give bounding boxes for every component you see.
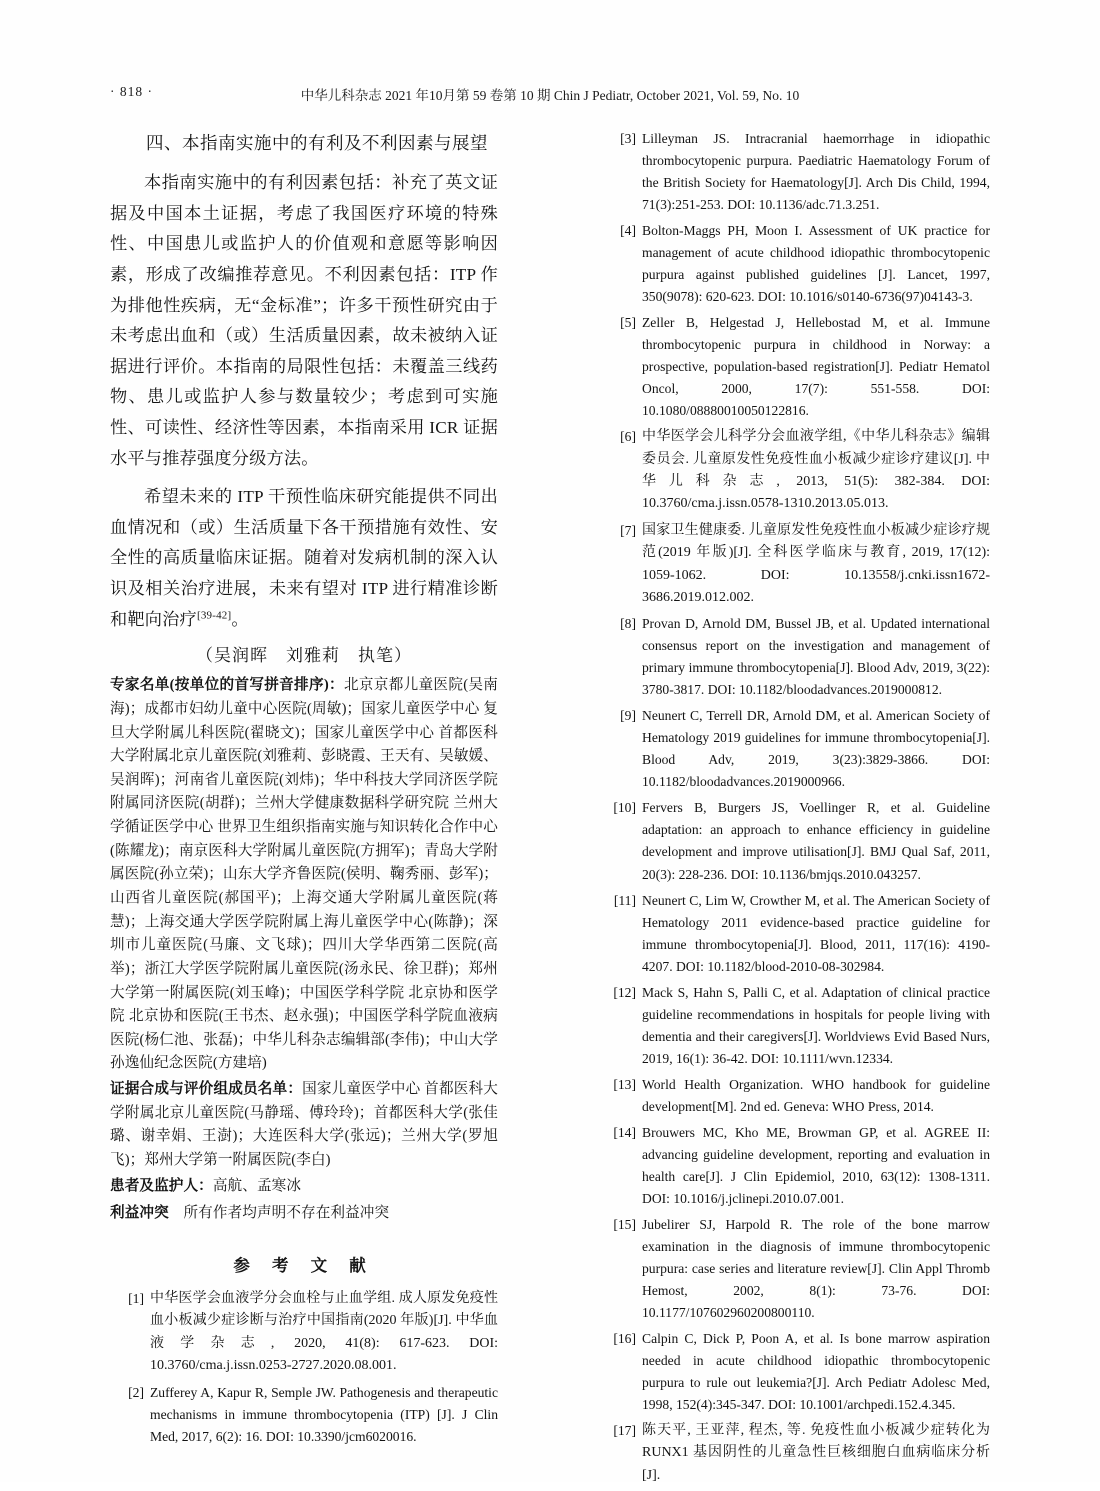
reference-number: [14] [613, 1124, 636, 1140]
reference-item [602, 426, 990, 516]
reference-item [602, 1074, 990, 1118]
reference-text: Neunert C, Terrell DR, Arnold DM, et al. American Society of Hematology 2019 guidelines for immune thrombocytopenia[J]. Blood Adv, 2019, 3(23):3829-3866. DOI: 10.1182/bloodadvances.2019000966. [642, 708, 990, 790]
expert-list-block [110, 674, 498, 1076]
reference-text: 中华医学会儿科学分会血液学组,《中华儿科杂志》编辑委员会. 儿童原发性免疫性血小板减少症诊疗建议[J]. 中华儿科杂志, 2013, 51(5): 382-384. DOI: 10.3760/cma.j.issn.0578-1310.2013.05.013. [642, 429, 990, 512]
right-column [602, 128, 990, 1491]
expert-list-text: 北京京都儿童医院(吴南海)；成都市妇幼儿童中心医院(周敏)；国家儿童医学中心 复旦大学附属儿科医院(翟晓文)；国家儿童医学中心 首都医科大学附属北京儿童医院(刘雅莉、彭晓霞、王天有、吴敏媛、吴润晖)；河南省儿童医院(刘炜)；华中科技大学同济医学院附属同济医院(胡群)；兰州大学健康数据科学研究院 兰州大学循证医学中心 世界卫生组织指南实施与知识转化合作中心(陈耀龙)；南京医科大学附属儿童医院(方拥军)；青岛大学附属医院(孙立荣)；山东大学齐鲁医院(侯明、鞠秀丽、彭军)；山西省儿童医院(郝国平)；上海交通大学附属儿童医院(蒋慧)；上海交通大学医学院附属上海儿童医学中心(陈静)；深圳市儿童医院(马廉、文飞球)；四川大学华西第二医院(高举)；浙江大学医学院附属儿童医院(汤永民、徐卫群)；郑州大学第一附属医院(刘玉峰)；中国医学科学院 北京协和医学院 北京协和医院(王书杰、赵永强)；中国医学科学院血液病医院(杨仁池、张磊)；中华儿科杂志编辑部(李伟)；中山大学孙逸仙纪念医院(方建培) [110, 677, 499, 1072]
reference-number: [15] [613, 1216, 636, 1232]
reference-text: Neunert C, Lim W, Crowther M, et al. The American Society of Hematology 2011 evidence-based practice guideline for immune thrombocytopenia[J]. Blood, 2011, 117(16): 4190-4207. DOI: 10.1182/blood-2010-08-302984. [642, 892, 990, 974]
reference-number: [17] [613, 1422, 636, 1438]
body-paragraph-2-text: 希望未来的 ITP 干预性临床研究能提供不同出血情况和（或）生活质量下各干预措施有效性、安全性的高质量临床证据。随着对发病机制的深入认识及相关治疗进展，未来有望对 ITP 进行精准诊断和靶向治疗 [110, 487, 498, 629]
conflict-text: 所有作者均声明不存在利益冲突 [183, 1205, 390, 1222]
reference-number: [5] [620, 315, 636, 331]
reference-text: Jubelirer SJ, Harpold R. The role of the bone marrow examination in the diagnosis of immune thrombocytopenic purpura: case series and literature review[J]. Clin Appl Thromb Hemost, 2002, 8(1): 73-76. DOI: 10.1177/107602960200800110. [642, 1216, 990, 1320]
body-paragraph-2-tail: 。 [231, 609, 249, 629]
reference-number: [1] [128, 1290, 144, 1306]
evidence-group-text: 国家儿童医学中心 首都医科大学附属北京儿童医院(马静瑶、傅玲玲)；首都医科大学(张佳璐、谢幸娟、王澍)；大连医科大学(张远)；兰州大学(罗旭飞)；郑州大学第一附属医院(李白) [110, 1081, 498, 1169]
patients-label: 患者及监护人： [110, 1177, 213, 1194]
reference-number: [7] [620, 522, 636, 538]
reference-number: [4] [620, 223, 636, 239]
reference-item [602, 220, 990, 308]
reference-item [602, 312, 990, 422]
reference-text: Zufferey A, Kapur R, Semple JW. Pathogenesis and therapeutic mechanisms in immune thrombocytopenia (ITP) [J]. J Clin Med, 2017, 6(2): 16. DOI: 10.3390/jcm6020016. [150, 1384, 498, 1444]
reference-item [602, 890, 990, 978]
reference-number: [16] [613, 1330, 636, 1346]
reference-text: 中华医学会血液学分会血栓与止血学组. 成人原发免疫性血小板减少症诊断与治疗中国指南(2020 年版)[J]. 中华血液学杂志, 2020, 41(8): 617-623. DOI: 10.3760/cma.j.issn.0253-2727.2020.08.001. [150, 1290, 498, 1374]
reference-item [602, 982, 990, 1070]
page-number: · 818 · [110, 84, 153, 99]
reference-number: [2] [128, 1384, 144, 1400]
references-heading: 参 考 文 献 [233, 1255, 375, 1275]
body-paragraph-2 [110, 482, 498, 635]
running-head [0, 84, 1100, 106]
expert-list-label: 专家名单(按单位的首写拼音排序)： [110, 677, 344, 694]
left-column [110, 128, 498, 1452]
reference-item [602, 1122, 990, 1210]
reference-number: [13] [613, 1076, 636, 1092]
reference-number: [9] [620, 708, 636, 724]
reference-text: World Health Organization. WHO handbook for guideline development[M]. 2nd ed. Geneva: WHO Press, 2014. [642, 1076, 990, 1114]
reference-text: 陈天平, 王亚萍, 程杰, 等. 免疫性血小板减少症转化为 RUNX1 基因阴性的儿童急性巨核细胞白血病临床分析[J]. [642, 1422, 990, 1483]
reference-text: Mack S, Hahn S, Palli C, et al. Adaptation of clinical practice guideline recommendations in hospitals for people living with dementia and their caregivers[J]. Worldviews Evid Based Nurs, 2019, 16(1): 36-42. DOI: 10.1111/wvn.12334. [642, 984, 990, 1066]
conflict-label: 利益冲突 [110, 1205, 184, 1222]
reference-item [602, 128, 990, 216]
reference-item [602, 613, 990, 701]
patients-text: 高航、孟寒冰 [212, 1177, 302, 1194]
authors-signature: （吴润晖 刘雅莉 执笔） [196, 646, 412, 666]
evidence-group-label: 证据合成与评价组成员名单： [110, 1081, 303, 1098]
reference-list-left [110, 1288, 498, 1448]
reference-number: [3] [620, 131, 636, 146]
reference-item [602, 705, 990, 793]
reference-item [602, 1214, 990, 1324]
reference-item [602, 797, 990, 885]
reference-text: 国家卫生健康委. 儿童原发性免疫性血小板减少症诊疗规范(2019 年版)[J]. 全科医学临床与教育, 2019, 17(12): 1059-1062. DOI: 10.13558/j.cnki.issn1672-3686.2019.012.002. [642, 522, 990, 605]
reference-text: Zeller B, Helgestad J, Hellebostad M, et al. Immune thrombocytopenic purpura in childhood in Norway: a prospective, population-based registration[J]. Pediatr Hematol Oncol, 2000, 17(7): 551-558. DOI: 10.1080/08880010050122816. [642, 315, 990, 419]
reference-item [602, 1328, 990, 1416]
conflict-of-interest-block [110, 1202, 498, 1226]
body-paragraph-1: 本指南实施中的有利因素包括：补充了英文证据及中国本土证据，考虑了我国医疗环境的特殊性、中国患儿或监护人的价值观和意愿等影响因素，形成了改编推荐意见。不利因素包括：ITP 作为排他性疾病，无“金标准”；许多干预性研究由于未考虑出血和（或）生活质量因素，故未被纳入证据进行评价。本指南的局限性包括：未覆盖三线药物、患儿或监护人参与数量较少；考虑到可实施性、可读性、经济性等因素，本指南采用 ICR 证据水平与推荐强度分级方法。 [110, 173, 498, 468]
reference-number: [6] [620, 429, 636, 445]
journal-citation-line: 中华儿科杂志 2021 年10月第 59 卷第 10 期 Chin J Pediatr, October 2021, Vol. 59, No. 10 [300, 88, 800, 103]
reference-text: Brouwers MC, Kho ME, Browman GP, et al. AGREE II: advancing guideline development, reporting and evaluation in health care[J]. J Clin Epidemiol, 2010, 63(12): 1308-1311. DOI: 10.1016/j.jclinepi.2010.07.001. [642, 1124, 990, 1206]
reference-superscript: [39-42] [196, 608, 232, 621]
reference-number: [11] [613, 892, 636, 908]
evidence-group-block [110, 1078, 498, 1173]
reference-item [602, 1420, 990, 1487]
reference-number: [12] [613, 984, 636, 1000]
reference-text: Bolton-Maggs PH, Moon I. Assessment of UK practice for management of acute childhood idiopathic thrombocytopenic purpura against published guidelines [J]. Lancet, 1997, 350(9078): 620-623. DOI: 10.1016/s0140-6736(97)04143-3. [642, 223, 990, 305]
reference-text: Lilleyman JS. Intracranial haemorrhage in idiopathic thrombocytopenic purpura. Paediatric Haematology Forum of the British Society for Haematology[J]. Arch Dis Child, 1994, 71(3):251-253. DOI: 10.1136/adc.71.3.251. [642, 131, 990, 213]
reference-item [110, 1288, 498, 1378]
reference-number: [8] [620, 616, 636, 632]
reference-text: Calpin C, Dick P, Poon A, et al. Is bone marrow aspiration needed in acute childhood idiopathic thrombocytopenic purpura to rule out leukemia?[J]. Arch Pediatr Adolesc Med, 1998, 152(4):345-347. DOI: 10.1001/archpedi.152.4.345. [642, 1330, 990, 1412]
reference-list-right [602, 128, 990, 1487]
section-heading: 四、本指南实施中的有利及不利因素与展望 [146, 133, 488, 153]
reference-item [110, 1382, 498, 1448]
reference-number: [10] [613, 800, 636, 816]
reference-text: Fervers B, Burgers JS, Voellinger R, et al. Guideline adaptation: an approach to enhance efficiency in guideline development and improve utilisation[J]. BMJ Qual Saf, 2011, 20(3): 228-236. DOI: 10.1136/bmjqs.2010.043257. [642, 800, 990, 882]
reference-item [602, 520, 990, 610]
reference-text: Provan D, Arnold DM, Bussel JB, et al. Updated international consensus report on the investigation and management of primary immune thrombocytopenia[J]. Blood Adv, 2019, 3(22): 3780-3817. DOI: 10.1182/bloodadvances.2019000812. [642, 616, 990, 698]
patients-block [110, 1175, 498, 1199]
